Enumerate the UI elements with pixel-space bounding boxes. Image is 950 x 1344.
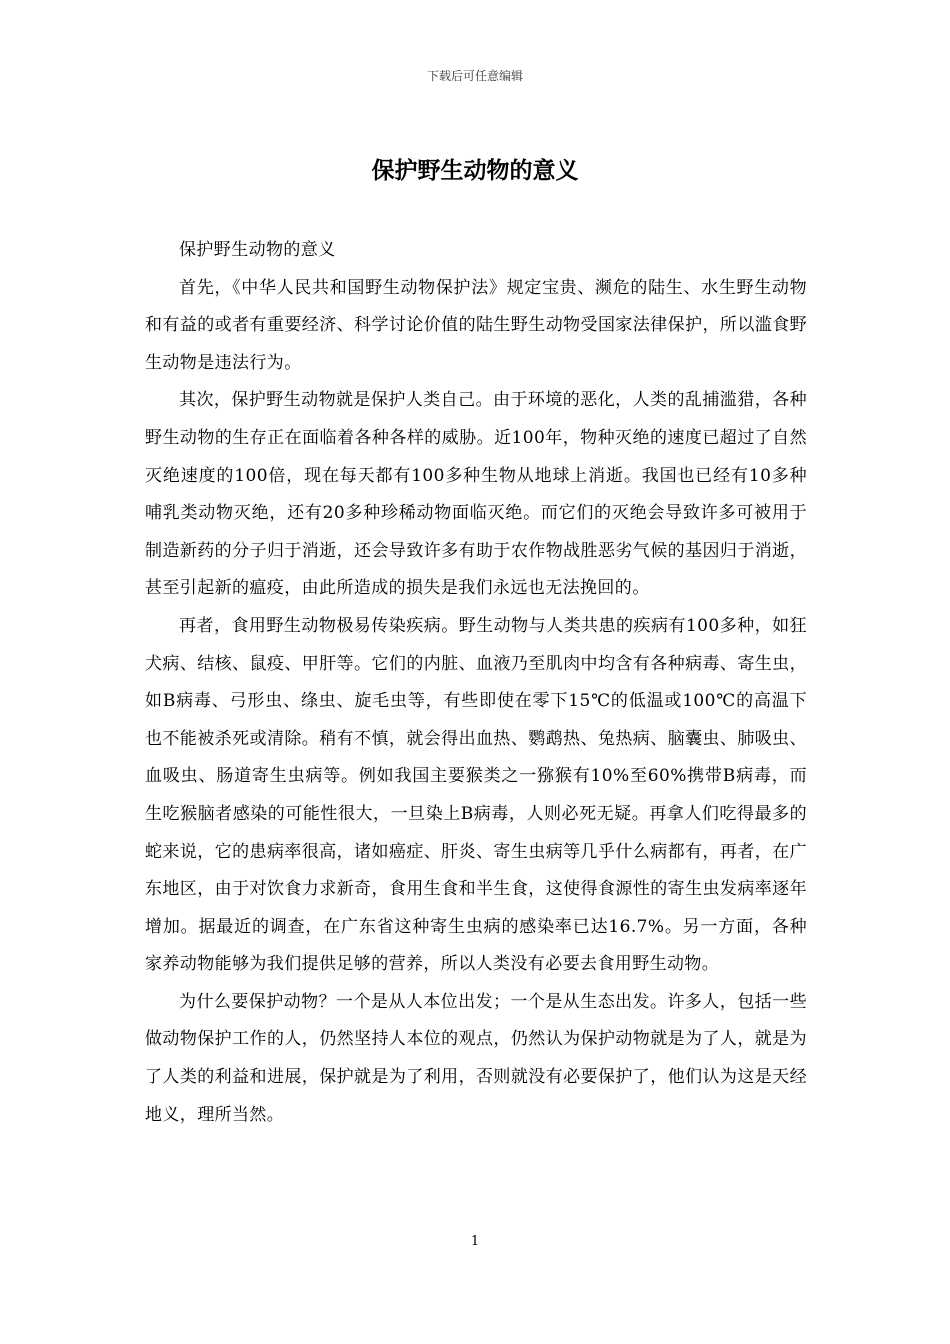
header-note: 下载后可任意编辑 bbox=[426, 69, 523, 83]
paragraph-subtitle: 保护野生动物的意义 bbox=[179, 240, 336, 260]
paragraph-protect-humans: 其次，保护野生动物就是保护人类自己。由于环境的恶化，人类的乱捕滥猎，各种野生动物的生存正在面临着各种各样的威胁。近100年，物种灭绝的速度已超过了自然灭绝速度的100倍，现在每天都有100多种生物从地球上消逝。我国也已经有10多种哺乳类动物灭绝，还有20多种珍稀动物面临灭绝。而它们的灭绝会导致许多可被用于制造新药的分子归于消逝，还会导致许多有助于农作物战胜恶劣气候的基因归于消逝，甚至引起新的瘟疫，由此所造成的损失是我们永远也无法挽回的。 bbox=[145, 390, 807, 599]
document-body bbox=[145, 232, 807, 1134]
paragraph-legal: 首先，《中华人民共和国野生动物保护法》规定宝贵、濒危的陆生、水生野生动物和有益的或者有重要经济、科学讨论价值的陆生野生动物受国家法律保护，所以滥食野生动物是违法行为。 bbox=[145, 277, 807, 373]
page-number: 1 bbox=[470, 1234, 480, 1249]
paragraph-why-protect: 为什么要保护动物？一个是从人本位出发；一个是从生态出发。许多人，包括一些做动物保护工作的人，仍然坚持人本位的观点，仍然认为保护动物就是为了人，就是为了人类的利益和进展，保护就是为了利用，否则就没有必要保护了，他们认为这是天经地义，理所当然。 bbox=[145, 991, 807, 1125]
document-title: 保护野生动物的意义 bbox=[371, 157, 579, 184]
paragraph-disease: 再者，食用野生动物极易传染疾病。野生动物与人类共患的疾病有100多种，如狂犬病、结核、鼠疫、甲肝等。它们的内脏、血液乃至肌肉中均含有各种病毒、寄生虫，如B病毒、弓形虫、绦虫、旋毛虫等，有些即使在零下15℃的低温或100℃的高温下也不能被杀死或清除。稍有不慎，就会得出血热、鹦鹉热、兔热病、脑囊虫、肺吸虫、血吸虫、肠道寄生虫病等。例如我国主要猴类之一猕猴有10%至60%携带B病毒，而生吃猴脑者感染的可能性很大，一旦染上B病毒，人则必死无疑。再拿人们吃得最多的蛇来说，它的患病率很高，诸如癌症、肝炎、寄生虫病等几乎什么病都有，再者，在广东地区，由于对饮食力求新奇，食用生食和半生食，这使得食源性的寄生虫发病率逐年增加。据最近的调查，在广东省这种寄生虫病的感染率已达16.7%。另一方面，各种家养动物能够为我们提供足够的营养，所以人类没有必要去食用野生动物。 bbox=[145, 615, 807, 975]
